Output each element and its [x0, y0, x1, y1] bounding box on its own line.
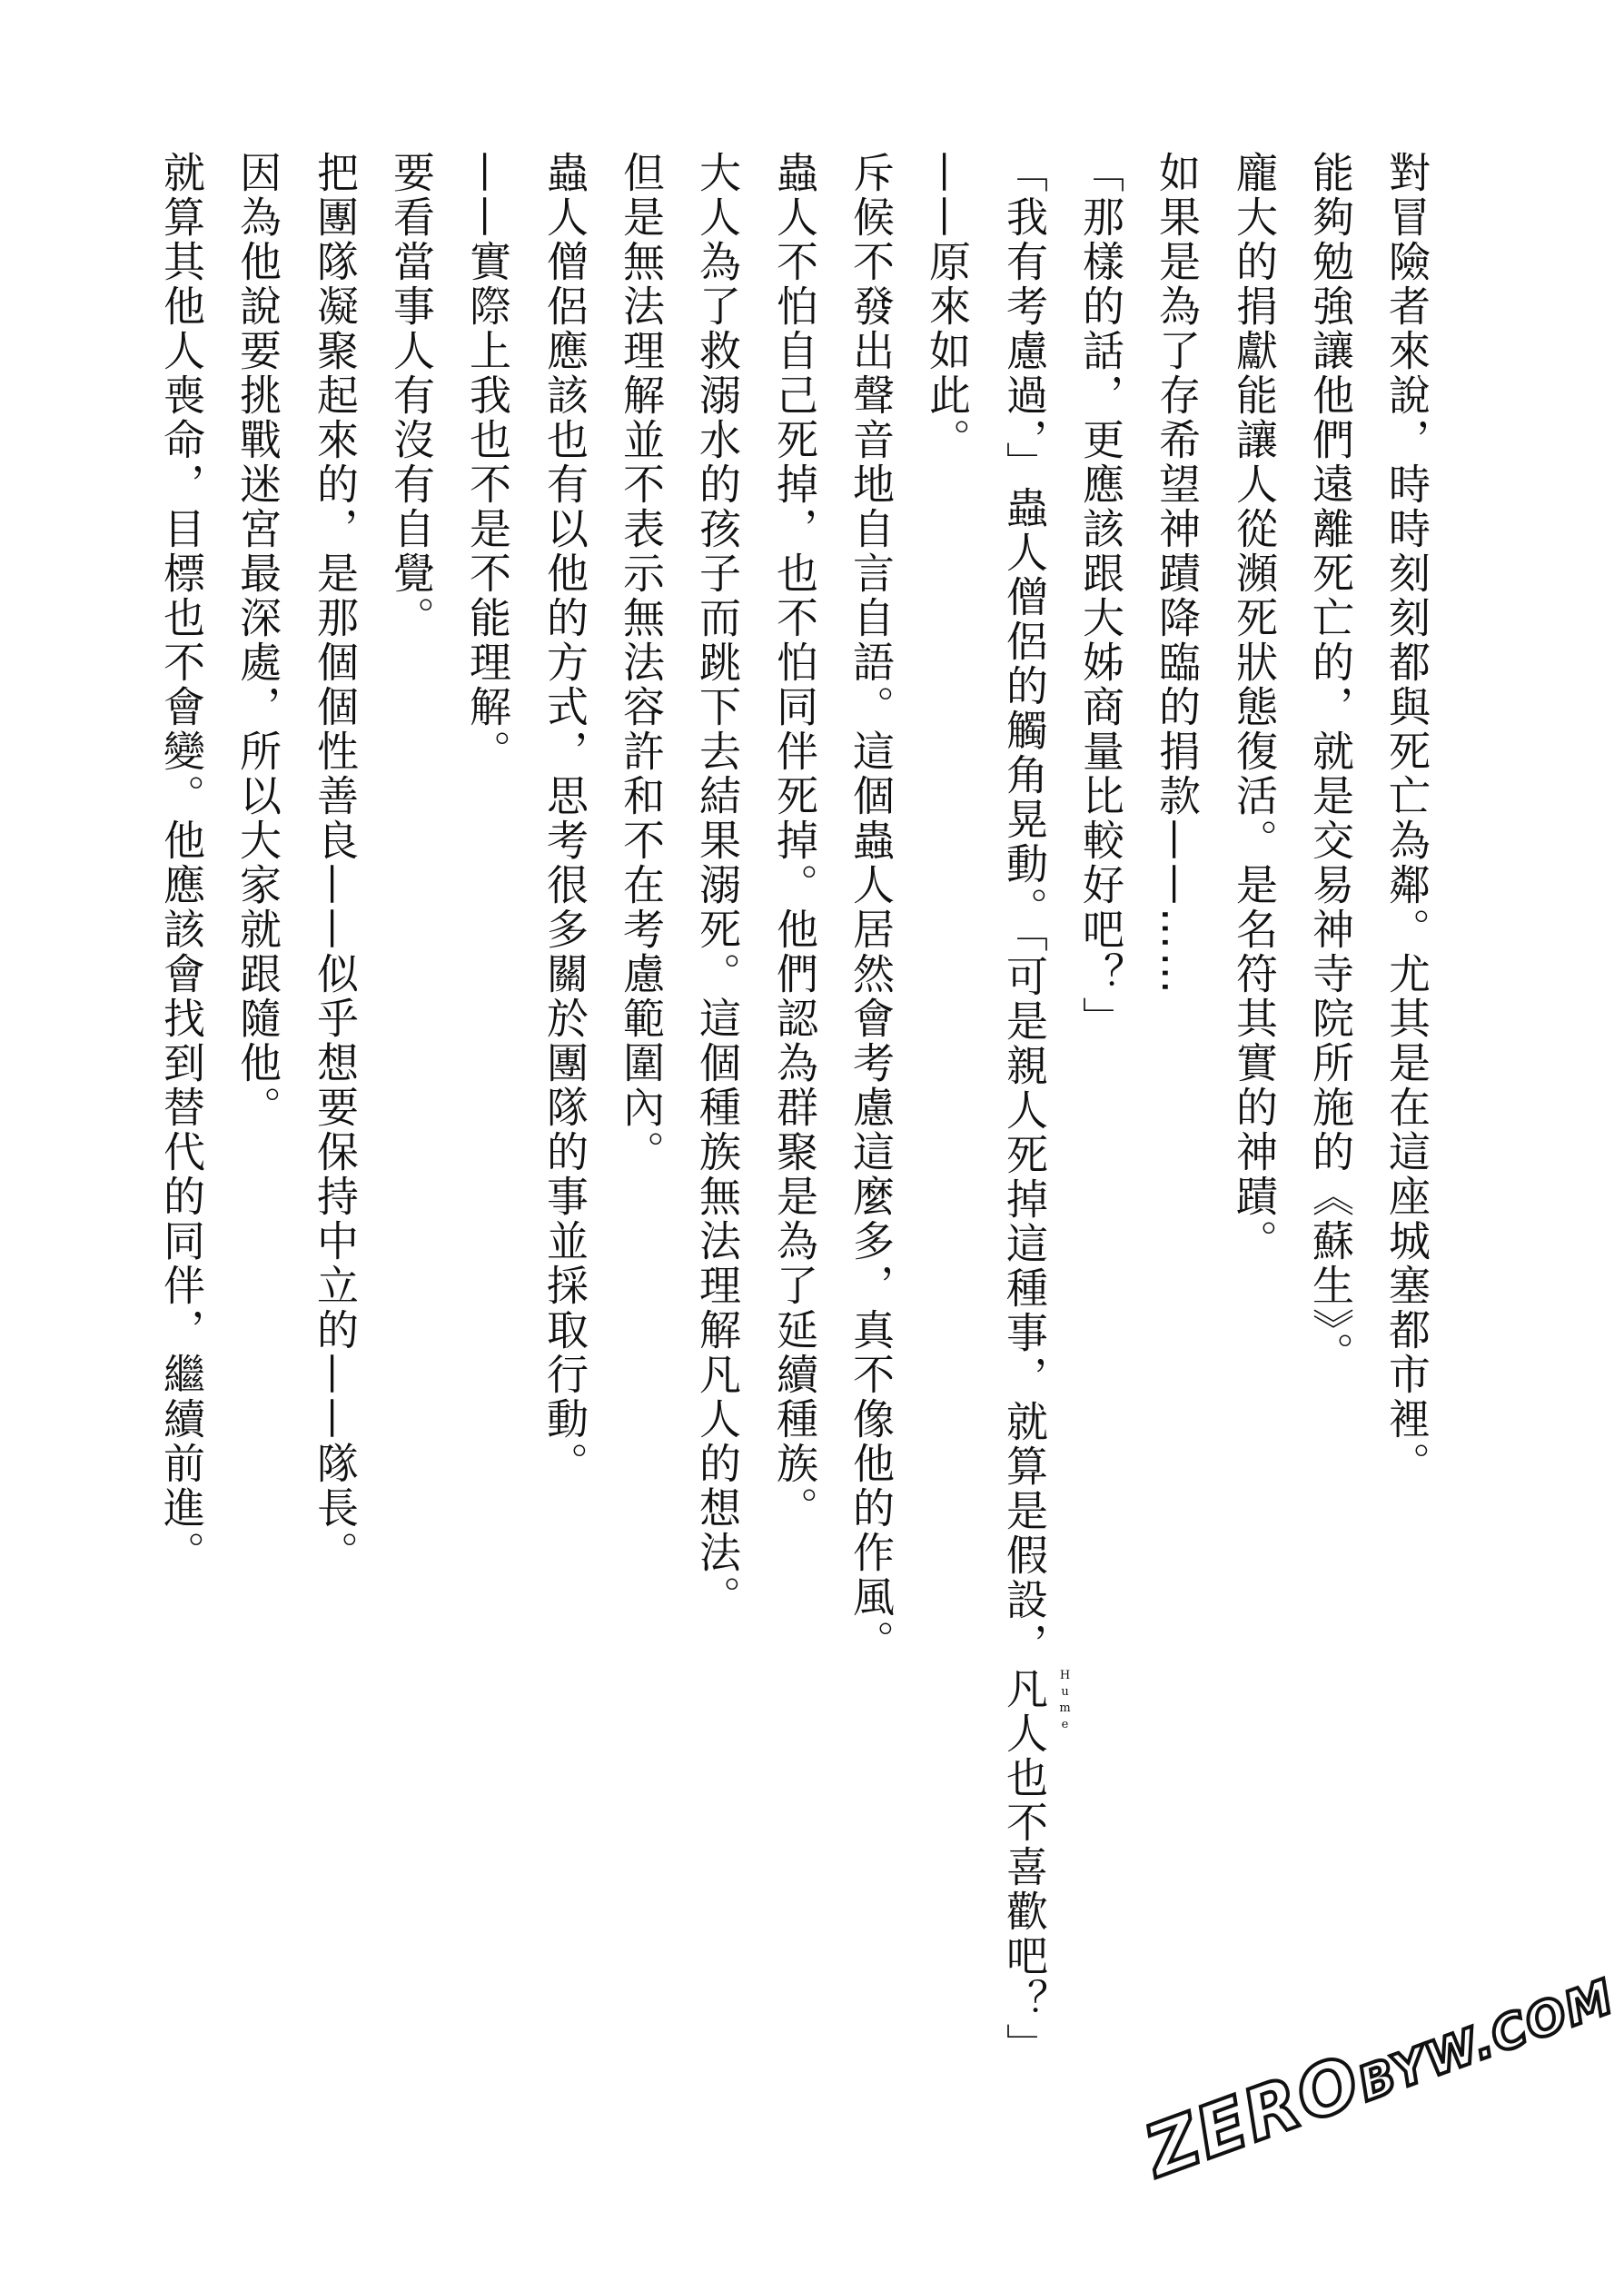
text-column-16: 因為他說要挑戰迷宮最深處，所以大家就跟隨他。 [233, 151, 282, 1130]
ruby-text: Hume [1058, 1669, 1072, 1734]
text-column-3: 龐大的捐獻能讓人從瀕死狀態復活。是名符其實的神蹟。 [1230, 151, 1279, 1264]
text-column-14: 要看當事人有沒有自覺。 [387, 151, 436, 640]
watermark-suffix: BYW.COM [1351, 1969, 1622, 2113]
text-column-6-part-1: 「我有考慮過，」蟲人僧侶的觸角晃動。「可是親人死掉這種事，就算是假設， [1000, 151, 1049, 1667]
text-column-4: 如果是為了存希望神蹟降臨的捐款——…… [1153, 151, 1202, 997]
text-column-7: ——原來如此。 [923, 151, 972, 462]
watermark-logo [1135, 1949, 1624, 2194]
text-column-1: 對冒險者來說，時時刻刻都與死亡為鄰。尤其是在這座城塞都市裡。 [1382, 151, 1431, 1486]
text-column-9: 蟲人不怕自己死掉，也不怕同伴死掉。他們認為群聚是為了延續種族。 [770, 151, 819, 1531]
text-column-5: 「那樣的話，更應該跟大姊商量比較好吧？」 [1076, 151, 1125, 1041]
watermark-main: ZERO [1135, 2040, 1372, 2194]
ruby-annotation [1000, 1667, 1072, 1756]
ruby-base: 凡人 [1000, 1667, 1049, 1756]
text-column-6 [1000, 151, 1072, 2068]
text-column-15: 把團隊凝聚起來的，是那個個性善良——似乎想要保持中立的——隊長。 [311, 151, 360, 1575]
text-column-10: 大人為了救溺水的孩子而跳下去結果溺死。這個種族無法理解凡人的想法。 [693, 151, 742, 1620]
text-column-17: 就算其他人喪命，目標也不會變。他應該會找到替代的同伴，繼續前進。 [157, 151, 206, 1575]
text-column-12: 蟲人僧侶應該也有以他的方式，思考很多關於團隊的事並採取行動。 [540, 151, 589, 1486]
text-column-6-part-2: 也不喜歡吧？」 [1000, 1756, 1049, 2068]
text-column-11: 但是無法理解並不表示無法容許和不在考慮範圍內。 [617, 151, 666, 1175]
text-column-8: 斥候不發出聲音地自言自語。這個蟲人居然會考慮這麼多，真不像他的作風。 [847, 151, 896, 1664]
text-column-2: 能夠勉強讓他們遠離死亡的，就是交易神寺院所施的《蘇生》。 [1306, 151, 1355, 1376]
text-column-13: ——實際上我也不是不能理解。 [463, 151, 512, 774]
